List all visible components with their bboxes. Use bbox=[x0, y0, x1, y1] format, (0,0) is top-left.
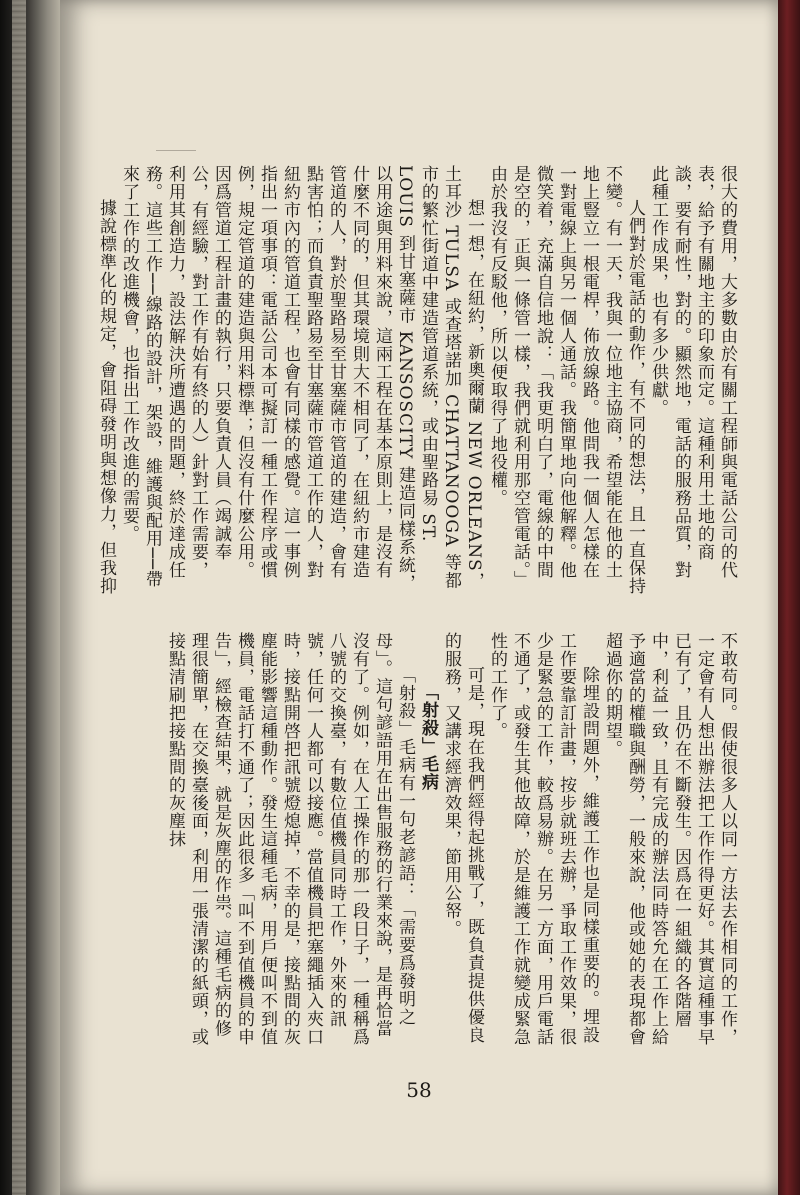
paragraph: 想一想，在紐約，新奧爾蘭 NEW ORLEANS，土耳沙 TULSA 或查塔諾加 CHATTANOOGA 等都市的繁忙街道中建造管道系統，或由聖路易 ST. LOUIS 到甘塞薩市 KANSOSCITY 建造同樣系統，以用途與用料來說，這兩工程在基本原則上，是沒有什麼不同的，但其環境則大不相同了，在紐約市建造管道的人，對於聖路易至甘塞薩市管道的建造，會有點害怕；而負責聖路易至甘塞薩市管道工作的人，對紐約市內的管道工程，也會有同樣的感覺。這一事例指出一項事項：電話公司本可擬訂一種工作程序或慣例，規定管道的建造與用料標準；但沒有什麼公用。因爲管道工程計畫的執行，只要負責人員（竭誠奉公，有經驗，對工作有始有終的人）針對工作需要，利用其創造力，設法解決所遭遇的問題，終於達成任務。這些工作──線路的設計，架設，維護與配用──帶來了工作的改進機會，也指出工作改進的需要。 bbox=[119, 165, 484, 592]
paragraph: 可是，現在我們經得起挑戰了，既負責提供優良的服務，又講求經濟效果，節用公帑。 bbox=[441, 632, 484, 1044]
binding-stitching bbox=[12, 0, 26, 1195]
paragraph: 「射殺」毛病有一句老諺語：「需要爲發明之母」。這句諺語用在出售服務的行業來說，是再恰當沒有了。例如，在人工操作的那一段日子，一種稱爲八號的交換臺，有數位值機員同時工作，外來的訊號，任何一人都可以接應。當值機員把塞繩插入夾口時，接點開啓把訊號燈熄掉，不幸的是，接點間的灰塵能影響這種動作。發生這種毛病，用戶便叫不到值機員，電話打不通了；因此很多「叫不到值機員的申告」，經檢查結果，就是灰塵的作祟。這種毛病的修理很簡單，在交換臺後面，利用一張清潔的紙頭，或接點清刷把接點間的灰塵抹 bbox=[165, 632, 415, 1046]
paragraph: 據說標準化的規定，會阻碍發明與想像力，但我抑 bbox=[96, 199, 116, 595]
page-mark bbox=[156, 150, 196, 157]
paragraph: 不敢苟同。假使很多人以同一方法去作相同的工作，一定會有人想出辦法把工作作得更好。其實這種事早已有了，且仍在不斷發生。因爲在一組織的各階層中，利益一致，且有完成的辦法同時答允在工作上給予適當的權職與酬勞，一般來說，他或她的表現都會超過你的期望。 bbox=[602, 632, 737, 1046]
paragraph: 除埋設問題外，維護工作也是同樣重要的。埋設工作要靠訂計畫，按步就班去辦，爭取工作效果，很少是緊急的工作，較爲易辦。在另一方面，用戶電話不通了，或發生其他故障，於是維護工作就變成緊急性的工作了。 bbox=[487, 632, 599, 1046]
page-number: 58 bbox=[406, 1078, 432, 1102]
paragraph: 人們對於電話的動作，有不同的想法，且一直保持不變。有一天，我與一位地主協商，希望能在他的土地上豎立一根電桿，佈放線路。他問我一個人怎樣在一對電線上與另一個人通話。我簡單地向他解釋。他微笑着，充滿自信地說：「我更明白了，電線的中間是空的，正與一條管一樣，我們就利用那空管電話。」由於我沒有反駁他，所以便取得了地役權。 bbox=[487, 165, 645, 595]
book-binding bbox=[0, 0, 68, 1195]
book-page bbox=[60, 0, 778, 1195]
lower-text-block bbox=[165, 632, 738, 1050]
paragraph: 很大的費用，大多數由於有關工程師與電話公司的代表，給予有關地主的印象而定。這種利用土地的商談，要有耐性，對的。顯然地，電話的服務品質，對此種工作成果，也有多少供獻。 bbox=[648, 165, 737, 579]
upper-text-block bbox=[96, 165, 738, 595]
section-heading: 「射殺」毛病 bbox=[418, 683, 438, 791]
